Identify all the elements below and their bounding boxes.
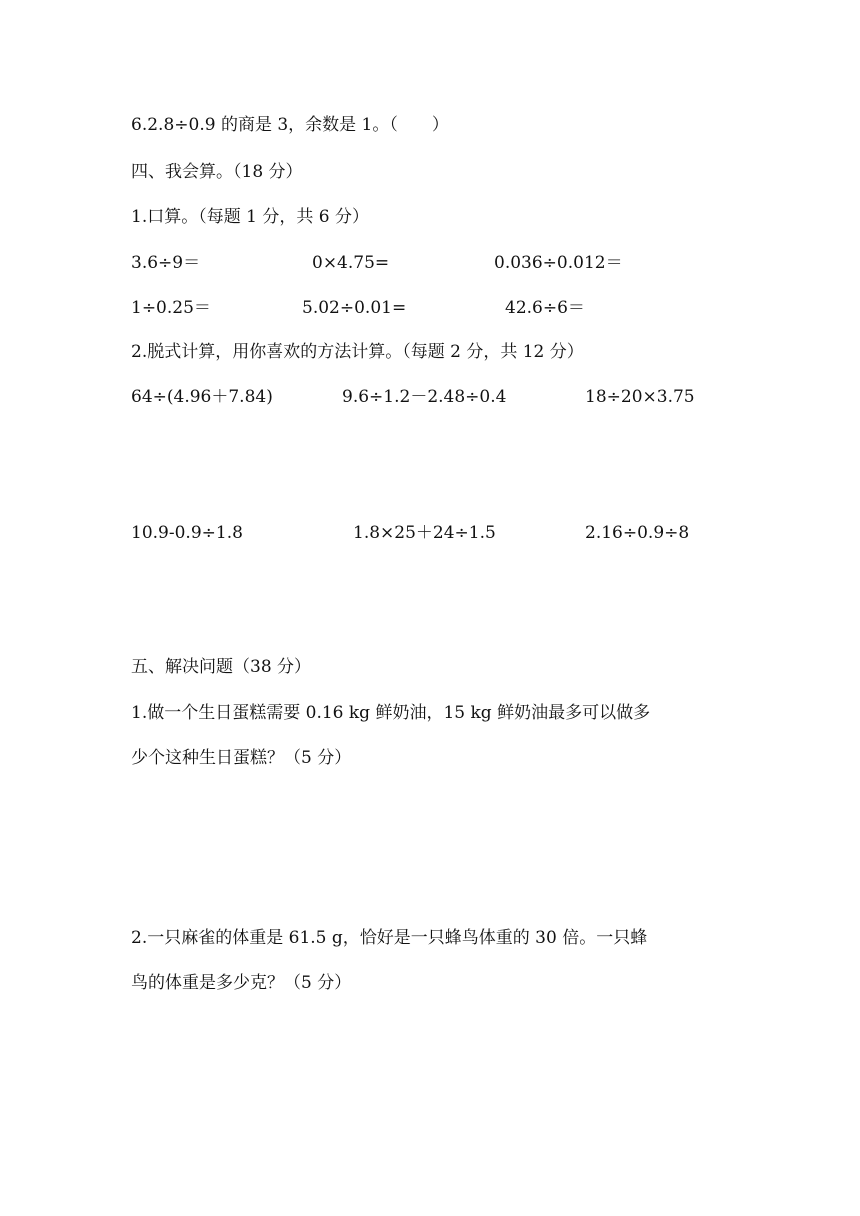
written-calc-item: 18÷20×3.75	[585, 387, 695, 407]
oral-calc-item: 0×4.75=	[312, 253, 390, 273]
oral-calc-title: 1.口算。（每题 1 分，共 6 分）	[131, 207, 369, 227]
oral-calc-item: 1÷0.25＝	[131, 298, 211, 318]
written-calc-item: 1.8×25＋24÷1.5	[353, 523, 496, 543]
problem-1-line-2: 少个这种生日蛋糕？（5 分）	[131, 748, 352, 768]
problem-1-line-1: 1.做一个生日蛋糕需要 0.16 kg 鲜奶油，15 kg 鲜奶油最多可以做多	[131, 703, 651, 723]
written-calc-title: 2.脱式计算，用你喜欢的方法计算。（每题 2 分，共 12 分）	[131, 342, 584, 362]
written-calc-item: 2.16÷0.9÷8	[585, 523, 690, 543]
written-calc-item: 10.9-0.9÷1.8	[131, 523, 243, 543]
section5-title: 五、解决问题（38 分）	[131, 657, 312, 677]
oral-calc-item: 42.6÷6＝	[505, 298, 585, 318]
oral-calc-item: 5.02÷0.01=	[302, 298, 407, 318]
judgement-item-6: 6.2.8÷0.9 的商是 3，余数是 1。（ ）	[131, 115, 449, 135]
oral-calc-item: 3.6÷9＝	[131, 253, 201, 273]
written-calc-item: 64÷(4.96＋7.84)	[131, 387, 273, 407]
problem-2-line-2: 鸟的体重是多少克？（5 分）	[131, 973, 352, 993]
oral-calc-item: 0.036÷0.012＝	[494, 253, 623, 273]
section4-title: 四、我会算。（18 分）	[131, 162, 303, 182]
written-calc-item: 9.6÷1.2－2.48÷0.4	[342, 387, 507, 407]
problem-2-line-1: 2.一只麻雀的体重是 61.5 g，恰好是一只蜂鸟体重的 30 倍。一只蜂	[131, 928, 648, 948]
